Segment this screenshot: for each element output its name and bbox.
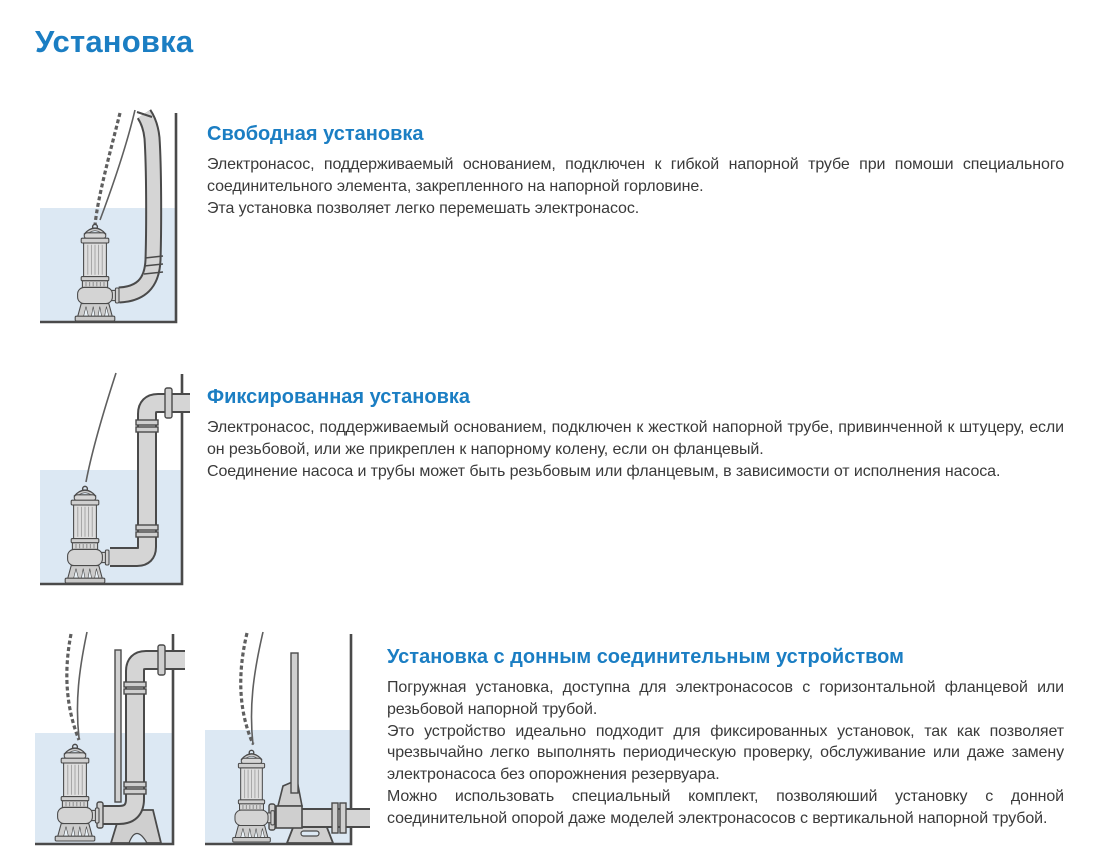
section-paragraph: Электронасос, поддерживаемый основанием, подключен к жесткой напорной трубе, привинченной к штуцеру, если он резьбовой, или же прикреплен к напорному колену, если он фланцевый. — [207, 419, 1064, 458]
section-free-installation — [207, 123, 1064, 219]
section-heading: Фиксированная установка — [207, 386, 471, 408]
section-paragraph: Погружная установка, доступна для электронасосов с горизонтальной фланцевой или резьбовой напорной трубой. — [387, 679, 1064, 718]
bottom-coupling-horizontal-pipe-illustration — [205, 630, 370, 855]
section-paragraph: Можно использовать специальный комплект, позволяюший установку с донной соединительной опорой даже моделей электронасосов с вертикальной напорной трубой. — [387, 787, 1064, 827]
pipe-flange — [124, 782, 146, 787]
pipe-flange — [136, 532, 158, 537]
guide-rail — [115, 650, 121, 802]
pipe-flange — [340, 803, 346, 833]
pipe-flange — [124, 689, 146, 694]
section-paragraph: Электронасос, поддерживаемый основанием, подключен к гибкой напорной трубе при помоши специального соединительного элемента, закрепленного на напорной горловине. — [207, 156, 1064, 195]
section-heading: Свободная установка — [207, 123, 424, 145]
pipe-flange — [136, 420, 158, 425]
wall-flange-plate — [158, 645, 165, 675]
section-paragraph: Эта установка позволяет легко перемешать электронасос. — [207, 199, 640, 217]
section-bottom-coupling-installation — [387, 646, 1064, 830]
power-cable — [77, 632, 87, 738]
pipe-flange — [136, 525, 158, 530]
bottom-coupling-vertical-pipe-illustration — [35, 630, 200, 855]
page-title: Установка — [35, 24, 194, 59]
pipe-flange — [124, 789, 146, 794]
fixed-installation-illustration — [40, 370, 190, 595]
power-cable — [86, 373, 116, 482]
pipe-flange — [332, 803, 338, 833]
guide-rail — [291, 653, 298, 793]
section-heading: Установка с донным соединительным устройством — [387, 646, 904, 668]
pipe-flange — [124, 682, 146, 687]
power-cable — [251, 632, 263, 745]
section-fixed-installation — [207, 386, 1064, 482]
section-paragraph: Это устройство идеально подходит для фиксированных установок, так как позволяет чрезвычайно легко выполнять периодическую проверку, обслуживание или даже замену электронасоса без опорожнения резервуара. — [387, 722, 1064, 784]
pipe-flange — [136, 427, 158, 432]
free-installation-illustration — [40, 108, 190, 333]
section-paragraph: Соединение насоса и трубы может быть резьбовым или фланцевым, в зависимости от исполнения насоса. — [207, 462, 1001, 480]
stand-slot — [301, 831, 319, 836]
wall-flange-plate — [165, 388, 172, 418]
coupling-body — [276, 806, 302, 828]
water-surface — [40, 470, 182, 585]
